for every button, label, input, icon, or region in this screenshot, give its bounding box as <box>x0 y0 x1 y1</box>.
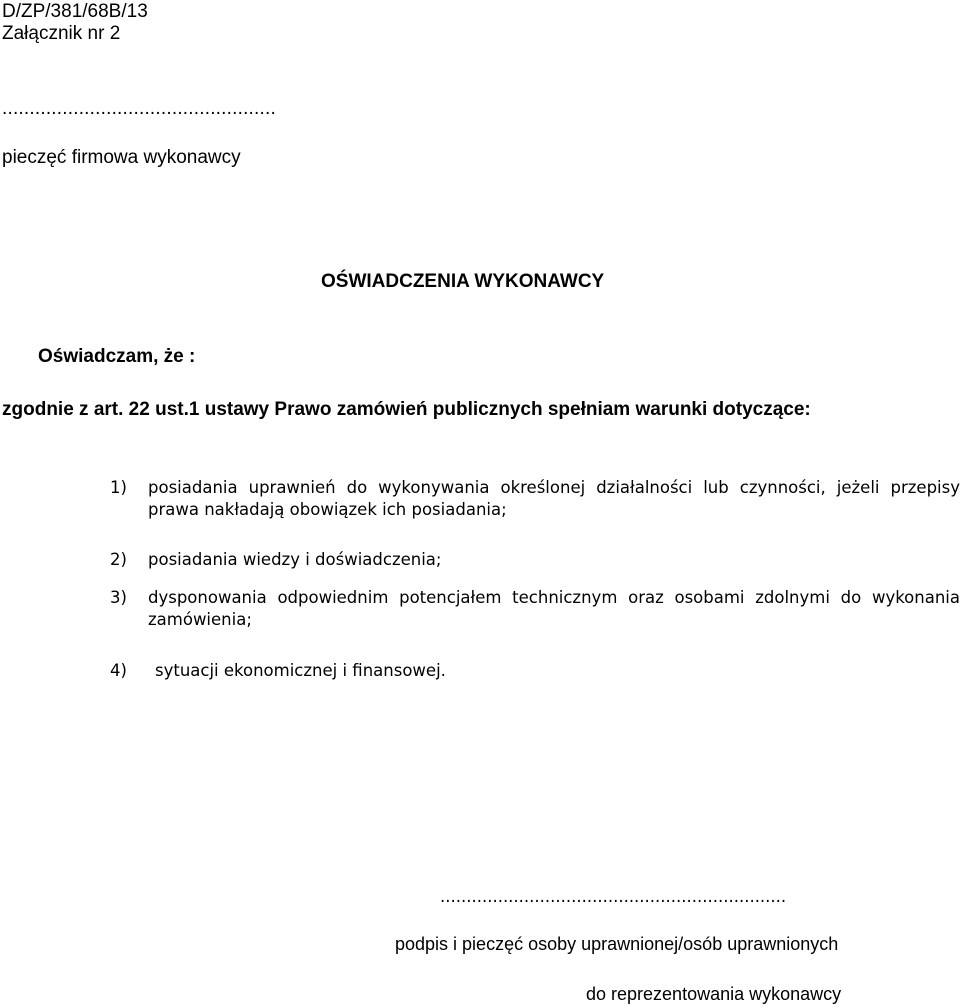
annex-label: Załącznik nr 2 <box>2 23 121 44</box>
signature-placeholder-dots: .................................................................. <box>440 887 787 906</box>
condition-text: posiadania uprawnień do wykonywania określonej działalności lub czynności, jeżeli przepisy prawa nakładają obowiązek ich posiadania; <box>148 478 960 519</box>
condition-number: 2) <box>110 550 127 569</box>
condition-text: posiadania wiedzy i doświadczenia; <box>148 550 442 569</box>
condition-number: 1) <box>110 478 127 497</box>
intro-paragraph: zgodnie z art. 22 ust.1 ustawy Prawo zamówień publicznych spełniam warunki dotyczące: <box>2 399 811 420</box>
stamp-label: pieczęć firmowa wykonawcy <box>2 147 241 168</box>
condition-text: dysponowania odpowiednim potencjałem technicznym oraz osobami zdolnymi do wykonania zamówienia; <box>148 588 960 629</box>
condition-number: 4) <box>110 661 127 680</box>
document-reference: D/ZP/381/68B/13 <box>2 1 148 22</box>
condition-text: sytuacji ekonomicznej i finansowej. <box>155 661 446 680</box>
declaration-heading: Oświadczam, że : <box>38 346 196 367</box>
signature-label-line2: do reprezentowania wykonawcy <box>586 984 842 1004</box>
signature-label-line1: podpis i pieczęć osoby uprawnionej/osób uprawnionych <box>395 934 839 954</box>
document-title: OŚWIADCZENIA WYKONAWCY <box>321 271 605 292</box>
condition-number: 3) <box>110 588 127 607</box>
stamp-placeholder-dots: .................................................. <box>2 98 276 119</box>
